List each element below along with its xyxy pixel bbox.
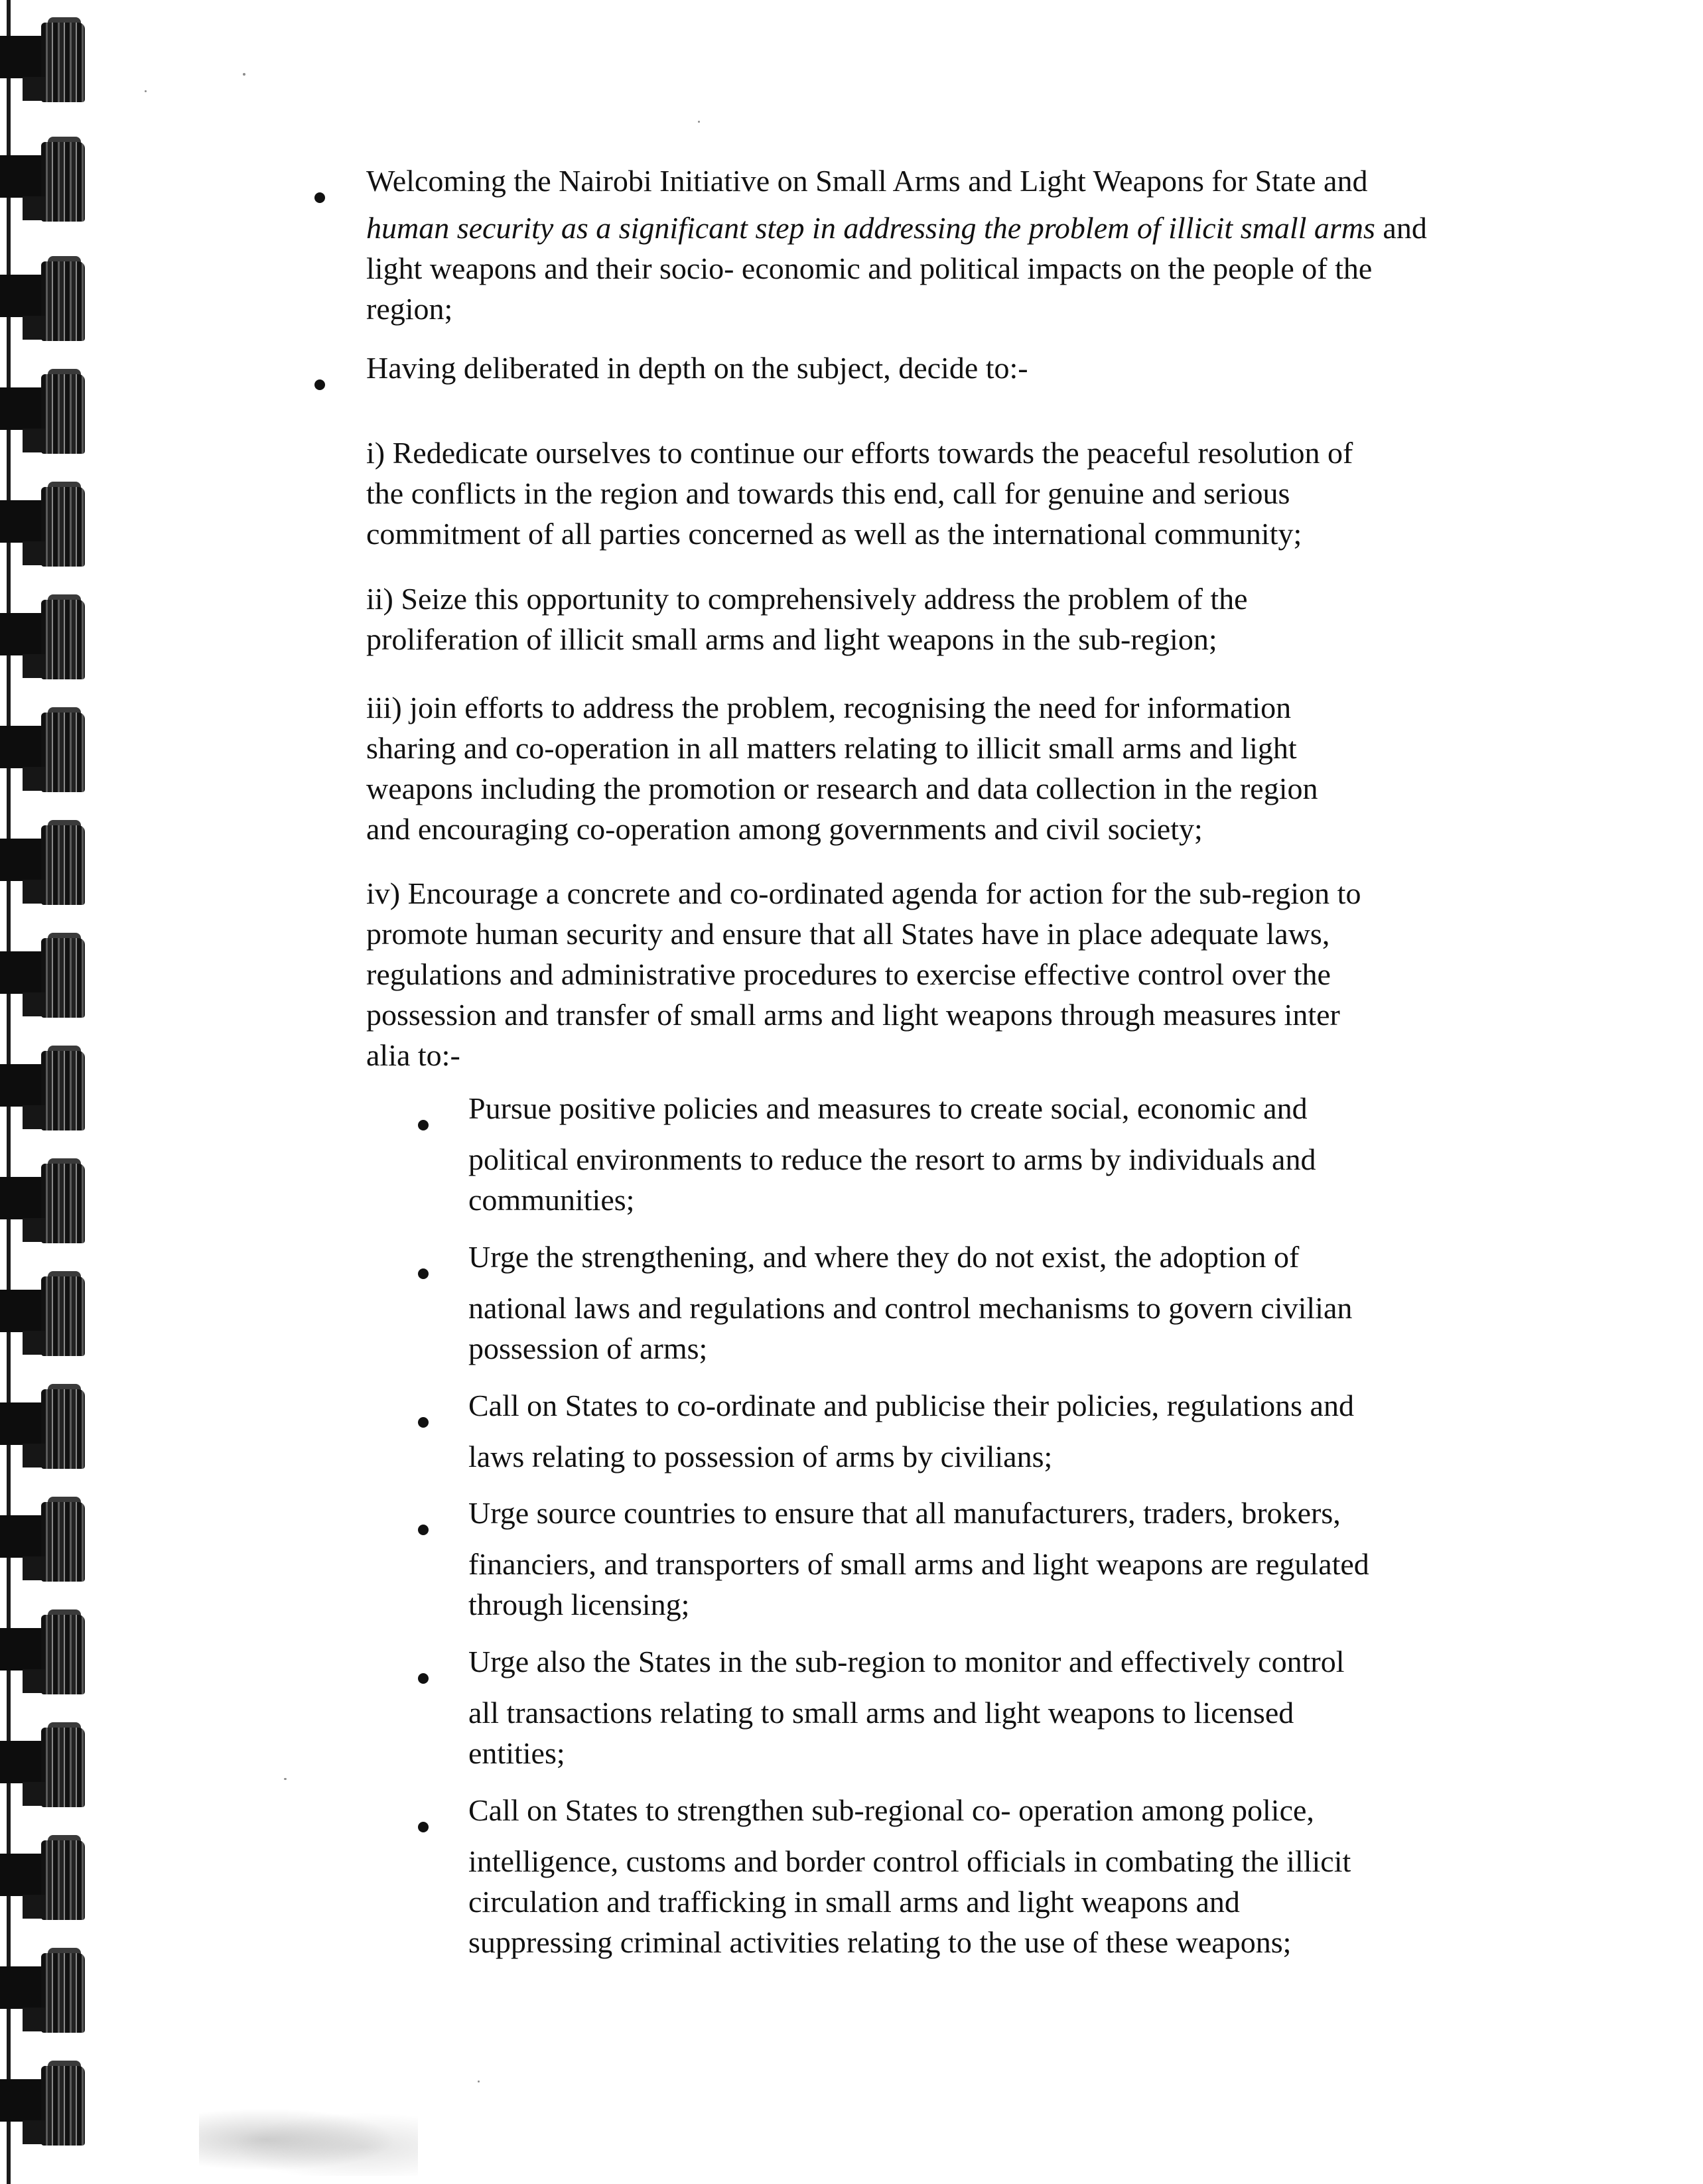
bullet-dot — [314, 192, 325, 203]
text-line: light weapons and their socio- economic and political impacts on the people of the — [366, 251, 1373, 285]
text-line: the conflicts in the region and towards this end, call for genuine and serious — [366, 476, 1290, 510]
binding-ring — [0, 816, 85, 909]
text-line: Call on States to strengthen sub-regional co- operation among police, — [468, 1793, 1314, 1827]
bullet-dot — [418, 1120, 429, 1130]
text-line: through licensing; — [468, 1588, 690, 1621]
binding-ring — [0, 1493, 85, 1586]
bullet-dot — [418, 1525, 429, 1535]
spiral-binding — [0, 0, 100, 2184]
text-line: iv) Encourage a concrete and co-ordinated agenda for action for the sub-region to — [366, 876, 1361, 910]
scan-speck — [145, 90, 147, 92]
sub-bullet-3 — [468, 1385, 1354, 1477]
binding-ring — [0, 1267, 85, 1360]
sub-bullet-1 — [468, 1088, 1316, 1220]
intro-bullet-2 — [366, 348, 1028, 388]
text-line: possession and transfer of small arms and light weapons through measures inter — [366, 998, 1340, 1032]
scan-speck — [478, 2081, 480, 2082]
scan-speck — [698, 121, 700, 123]
text-line: suppressing criminal activities relating to the use of these weapons; — [468, 1925, 1292, 1959]
sub-bullet-2 — [468, 1237, 1352, 1369]
bullet-dot — [418, 1268, 429, 1279]
binding-ring — [0, 1831, 85, 1924]
binding-ring — [0, 13, 85, 106]
binding-ring — [0, 590, 85, 683]
text-line: communities; — [468, 1183, 635, 1217]
intro-bullet-1 — [366, 161, 1427, 329]
text-line: iii) join efforts to address the problem, recognising the need for information — [366, 691, 1292, 724]
bullet-dot — [418, 1673, 429, 1684]
text-line: sharing and co-operation in all matters relating to illicit small arms and light — [366, 731, 1297, 765]
text-line: national laws and regulations and control mechanisms to govern civilian — [468, 1291, 1353, 1325]
text-line: ii) Seize this opportunity to comprehensively address the problem of the — [366, 582, 1248, 616]
text-line: intelligence, customs and border control officials in combating the illicit — [468, 1844, 1351, 1878]
binding-ring — [0, 2057, 85, 2150]
scan-speck — [243, 73, 245, 76]
binding-ring — [0, 1042, 85, 1134]
text-line: political environments to reduce the resort to arms by individuals and — [468, 1142, 1316, 1176]
scan-speck — [284, 1778, 287, 1780]
binding-ring — [0, 133, 85, 226]
binding-ring — [0, 1718, 85, 1811]
text-line: Urge source countries to ensure that all manufacturers, traders, brokers, — [468, 1496, 1341, 1530]
binding-ring — [0, 1944, 85, 2037]
text-line: circulation and trafficking in small arms and light weapons and — [468, 1885, 1240, 1919]
bullet-dot — [418, 1417, 429, 1428]
text-line: Urge the strengthening, and where they do not exist, the adoption of — [468, 1240, 1300, 1274]
text-line: laws relating to possession of arms by civilians; — [468, 1440, 1053, 1473]
text-line — [366, 208, 1427, 248]
sub-bullet-5 — [468, 1641, 1344, 1773]
text-line: commitment of all parties concerned as well as the international community; — [366, 517, 1302, 551]
binding-ring — [0, 1154, 85, 1247]
binding-ring — [0, 1380, 85, 1473]
scan-smudge — [199, 2103, 418, 2176]
text-line: Having deliberated in depth on the subject, decide to:- — [366, 351, 1028, 385]
bullet-dot — [314, 379, 325, 390]
text-line: region; — [366, 292, 453, 326]
italic-run: human security as a significant step in addressing the problem of illicit small arms — [366, 211, 1375, 245]
text-line: promote human security and ensure that all States have in place adequate laws, — [366, 917, 1330, 951]
numbered-item-i — [366, 433, 1353, 554]
text-line: Pursue positive policies and measures to create social, economic and — [468, 1091, 1308, 1125]
sub-bullet-6 — [468, 1790, 1351, 1962]
text-line: Welcoming the Nairobi Initiative on Small Arms and Light Weapons for State and — [366, 164, 1368, 198]
binding-ring — [0, 478, 85, 571]
sub-bullet-4 — [468, 1493, 1369, 1625]
numbered-item-iv — [366, 873, 1361, 1075]
bullet-dot — [418, 1822, 429, 1832]
text-line: weapons including the promotion or research and data collection in the region — [366, 772, 1318, 805]
numbered-item-ii — [366, 579, 1248, 659]
text-line: i) Rededicate ourselves to continue our efforts towards the peaceful resolution of — [366, 436, 1353, 470]
binding-ring — [0, 929, 85, 1022]
text-line: and encouraging co-operation among governments and civil society; — [366, 812, 1203, 846]
binding-ring — [0, 252, 85, 345]
text-line: possession of arms; — [468, 1331, 708, 1365]
text-line: proliferation of illicit small arms and light weapons in the sub-region; — [366, 622, 1217, 656]
text-line: Call on States to co-ordinate and publicise their policies, regulations and — [468, 1389, 1354, 1422]
text-line: entities; — [468, 1736, 565, 1770]
text-line: all transactions relating to small arms and light weapons to licensed — [468, 1696, 1294, 1730]
text-line: financiers, and transporters of small arms and light weapons are regulated — [468, 1547, 1369, 1581]
text-run: and — [1375, 211, 1427, 245]
text-line: alia to:- — [366, 1038, 460, 1072]
text-line: regulations and administrative procedures to exercise effective control over the — [366, 957, 1331, 991]
binding-ring — [0, 703, 85, 796]
numbered-item-iii — [366, 687, 1318, 849]
binding-ring — [0, 365, 85, 458]
text-line: Urge also the States in the sub-region to monitor and effectively control — [468, 1645, 1345, 1678]
binding-ring — [0, 1605, 85, 1698]
